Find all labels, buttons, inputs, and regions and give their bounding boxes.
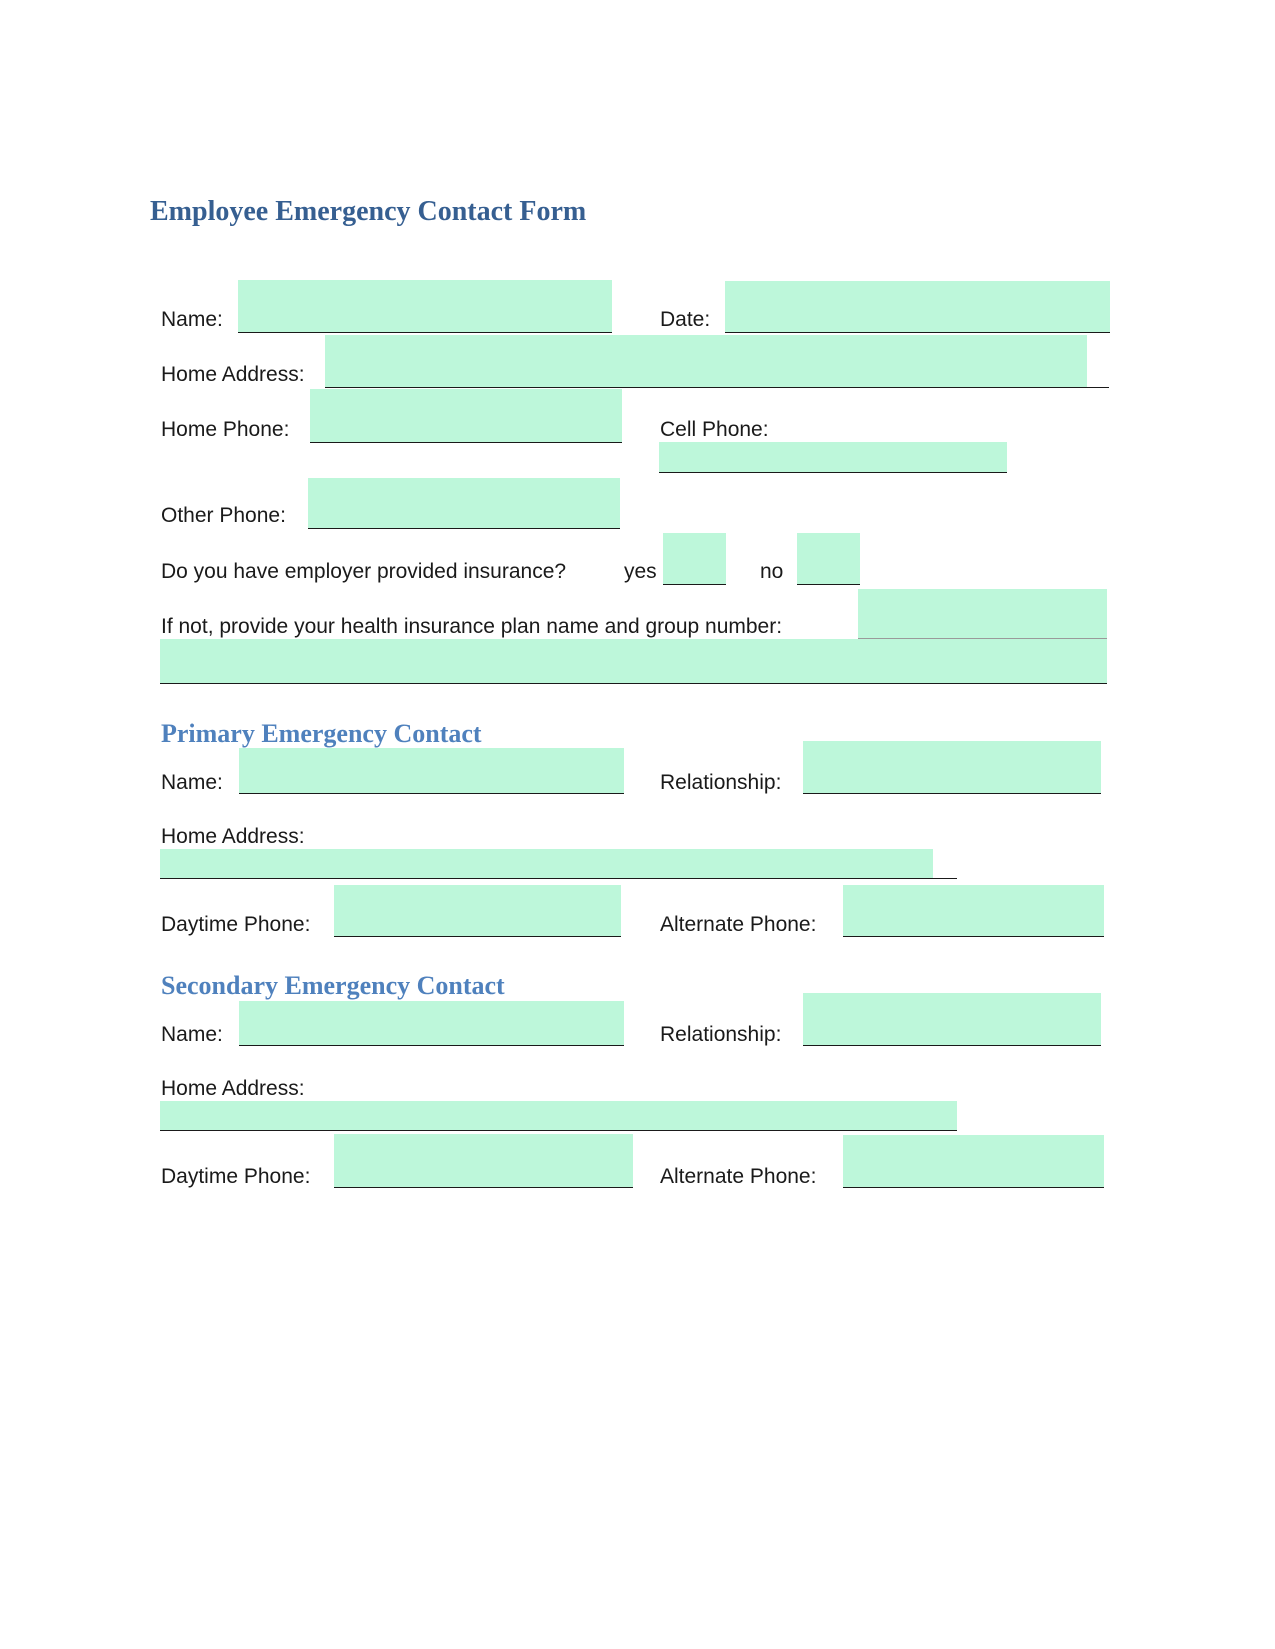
cell-phone-field[interactable] <box>659 442 1007 473</box>
primary-contact-heading: Primary Emergency Contact <box>161 719 482 748</box>
primary-name-label: Name: <box>161 771 223 794</box>
primary-alternate-phone-field[interactable] <box>843 885 1104 937</box>
secondary-home-address-label: Home Address: <box>161 1077 305 1100</box>
secondary-relationship-field[interactable] <box>803 993 1101 1046</box>
primary-alternate-phone-label: Alternate Phone: <box>660 913 817 936</box>
date-label: Date: <box>660 308 711 331</box>
insurance-group-number-field[interactable] <box>160 639 1107 684</box>
insurance-plan-prompt: If not, provide your health insurance plan name and group number: <box>161 615 783 638</box>
other-phone-field[interactable] <box>308 478 620 529</box>
primary-home-address-field[interactable] <box>160 849 933 879</box>
employee-home-address-field[interactable] <box>325 335 1087 388</box>
primary-relationship-field[interactable] <box>803 741 1101 794</box>
primary-relationship-label: Relationship: <box>660 771 782 794</box>
secondary-daytime-phone-label: Daytime Phone: <box>161 1165 311 1188</box>
address-line-extension <box>1087 387 1109 388</box>
primary-home-address-label: Home Address: <box>161 825 305 848</box>
secondary-home-address-field[interactable] <box>160 1101 957 1131</box>
secondary-name-field[interactable] <box>239 1001 624 1046</box>
form-title: Employee Emergency Contact Form <box>150 196 587 227</box>
cell-phone-label: Cell Phone: <box>660 418 769 441</box>
employee-home-address-label: Home Address: <box>161 363 305 386</box>
insurance-yes-label: yes <box>624 560 657 583</box>
primary-address-line-extension <box>933 878 957 879</box>
primary-name-field[interactable] <box>239 748 624 794</box>
other-phone-label: Other Phone: <box>161 504 286 527</box>
employee-name-label: Name: <box>161 308 223 331</box>
secondary-contact-heading: Secondary Emergency Contact <box>161 971 505 1000</box>
insurance-no-field[interactable] <box>797 533 860 585</box>
insurance-plan-name-field[interactable] <box>858 589 1107 639</box>
insurance-no-label: no <box>760 560 784 583</box>
primary-daytime-phone-field[interactable] <box>334 885 621 937</box>
employee-name-field[interactable] <box>238 280 612 333</box>
home-phone-field[interactable] <box>310 389 622 443</box>
secondary-relationship-label: Relationship: <box>660 1023 782 1046</box>
secondary-alternate-phone-label: Alternate Phone: <box>660 1165 817 1188</box>
secondary-name-label: Name: <box>161 1023 223 1046</box>
primary-daytime-phone-label: Daytime Phone: <box>161 913 311 936</box>
secondary-alternate-phone-field[interactable] <box>843 1135 1104 1188</box>
date-field[interactable] <box>725 281 1110 333</box>
home-phone-label: Home Phone: <box>161 418 290 441</box>
insurance-question: Do you have employer provided insurance? <box>161 560 567 583</box>
insurance-yes-field[interactable] <box>663 533 726 585</box>
secondary-daytime-phone-field[interactable] <box>334 1134 633 1188</box>
